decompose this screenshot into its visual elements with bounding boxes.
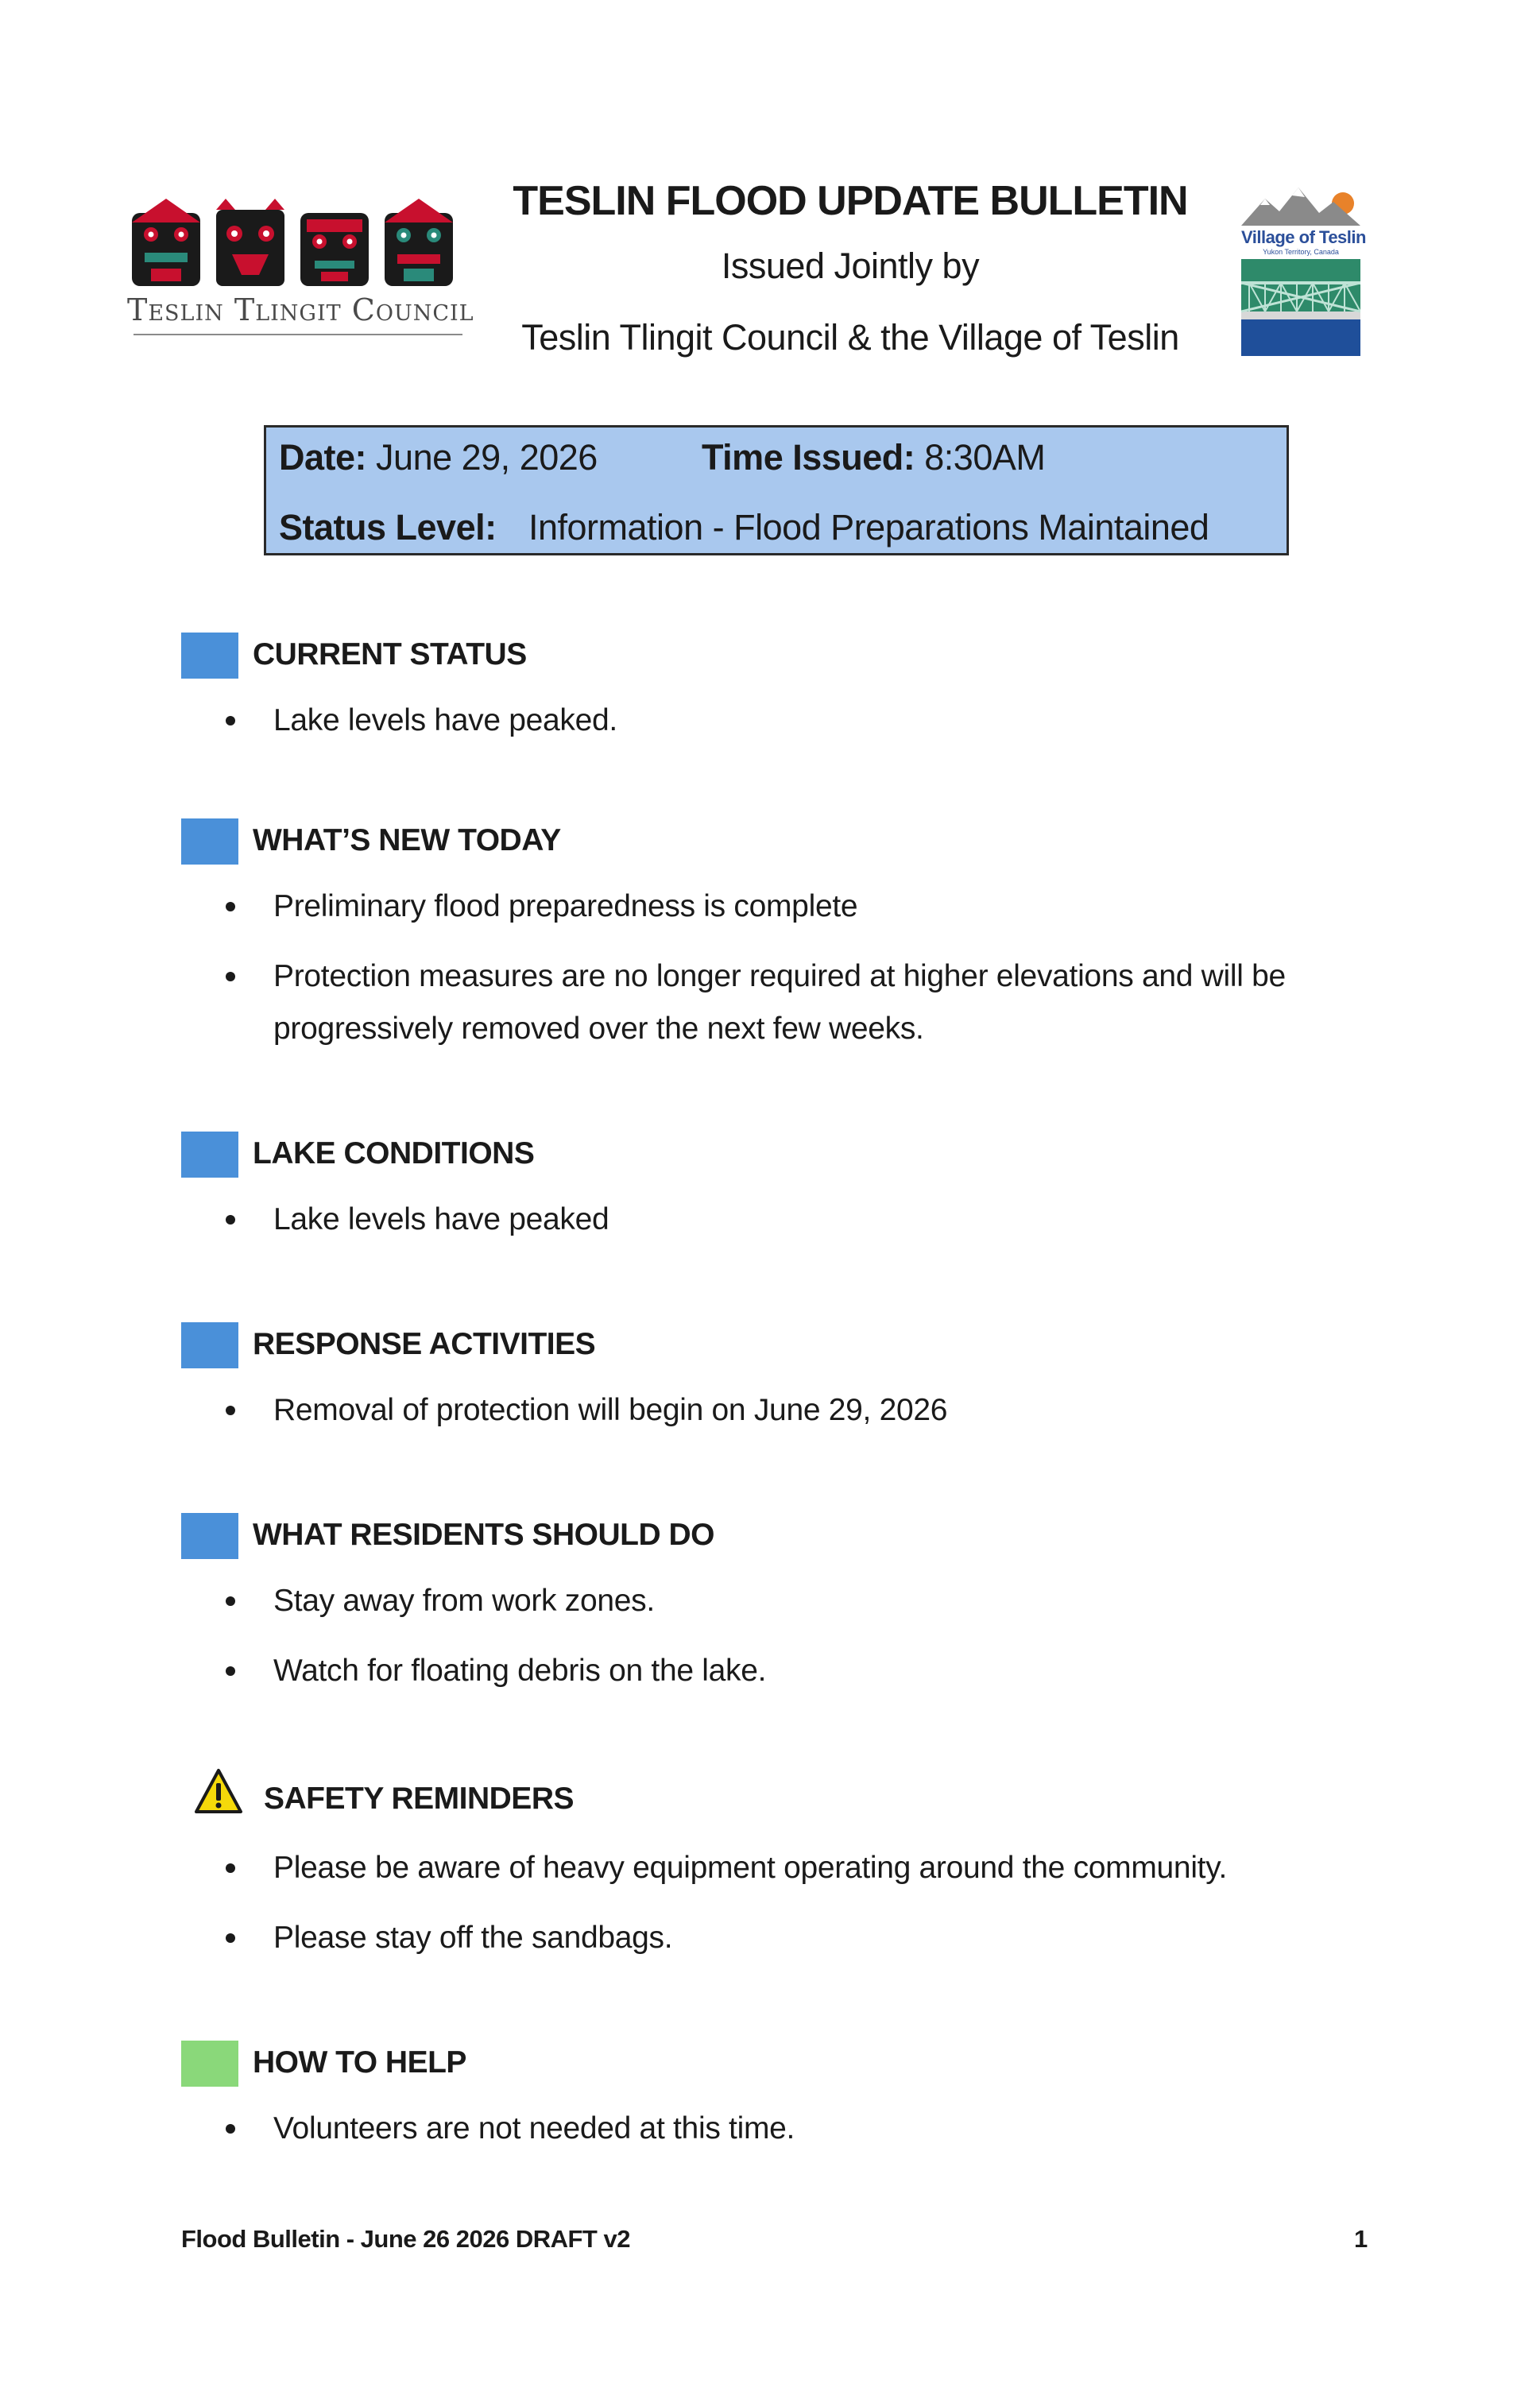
status-box [264,425,1289,555]
list-item-text: Stay away from work zones. [273,1584,655,1618]
status-value: Information - Flood Preparations Maintained [528,507,1209,547]
blue-square-icon [181,1132,238,1178]
time-label: Time Issued: [702,437,915,478]
time-row [702,437,1045,478]
list-item-text: Preliminary flood preparedness is complete [273,889,858,923]
bullet-dot-icon [226,2124,235,2134]
ttc-logo-text: Teslin Tlingit Council [127,292,474,327]
section-title: WHAT RESIDENTS SHOULD DO [253,1518,714,1552]
list-item-text: Please stay off the sandbags. [273,1921,673,1955]
section-title: RESPONSE ACTIVITIES [253,1327,596,1361]
bulletin-header [509,172,1192,373]
issued-jointly-line: Issued Jointly by [721,246,980,286]
bulletin-title: TESLIN FLOOD UPDATE BULLETIN [513,178,1188,224]
warning-icon [194,1767,243,1817]
bullet-dot-icon [226,1596,235,1606]
list-item-text: Protection measures are no longer required at higher elevations and will be [273,959,1286,993]
page-number: 1 [1354,2225,1368,2253]
date-label: Date: [279,437,367,478]
bullet-dot-icon [226,1863,235,1873]
bullet-dot-icon [226,902,235,911]
section-title: HOW TO HELP [253,2045,466,2080]
date-value: June 29, 2026 [376,437,598,478]
blue-square-icon [181,818,238,865]
list-item-text: progressively removed over the next few weeks. [273,1012,924,1046]
list-item-text: Removal of protection will begin on June 29, 2026 [273,1393,948,1427]
bullet-dot-icon [226,1215,235,1225]
time-value: 8:30AM [924,437,1046,478]
ttc-logo-rule [133,334,462,335]
vot-logo-text: Village of Teslin [1241,227,1366,247]
status-label-row [279,507,497,548]
teslin-tlingit-council-logo [127,199,474,338]
section-title: SAFETY REMINDERS [264,1782,574,1816]
bridge-icon [1241,259,1360,356]
date-row [279,437,598,478]
village-of-teslin-logo [1241,181,1366,356]
bullet-dot-icon [226,1666,235,1676]
blue-square-icon [181,1513,238,1559]
blue-square-icon [181,633,238,679]
bullet-dot-icon [226,1933,235,1943]
section-title: CURRENT STATUS [253,637,527,671]
list-item-text: Please be aware of heavy equipment operating around the community. [273,1851,1228,1885]
list-item-text: Lake levels have peaked [273,1202,609,1236]
green-square-icon [181,2041,238,2087]
mountains-icon [1241,181,1360,227]
list-item-text: Volunteers are not needed at this time. [273,2111,795,2145]
issuers-line: Teslin Tlingit Council & the Village of Teslin [521,317,1179,358]
footer-label: Flood Bulletin - June 26 2026 DRAFT v2 [181,2225,630,2253]
bullet-dot-icon [226,1406,235,1415]
section-title: LAKE CONDITIONS [253,1136,535,1170]
list-item-text: Watch for floating debris on the lake. [273,1654,767,1688]
section-title: WHAT’S NEW TODAY [253,823,561,857]
totem-figures-icon [127,199,469,290]
vot-logo-subtext: Yukon Territory, Canada [1263,248,1339,256]
status-label: Status Level: [279,507,497,547]
blue-square-icon [181,1322,238,1368]
bullet-dot-icon [226,716,235,725]
list-item-text: Lake levels have peaked. [273,703,617,737]
bullet-dot-icon [226,972,235,981]
